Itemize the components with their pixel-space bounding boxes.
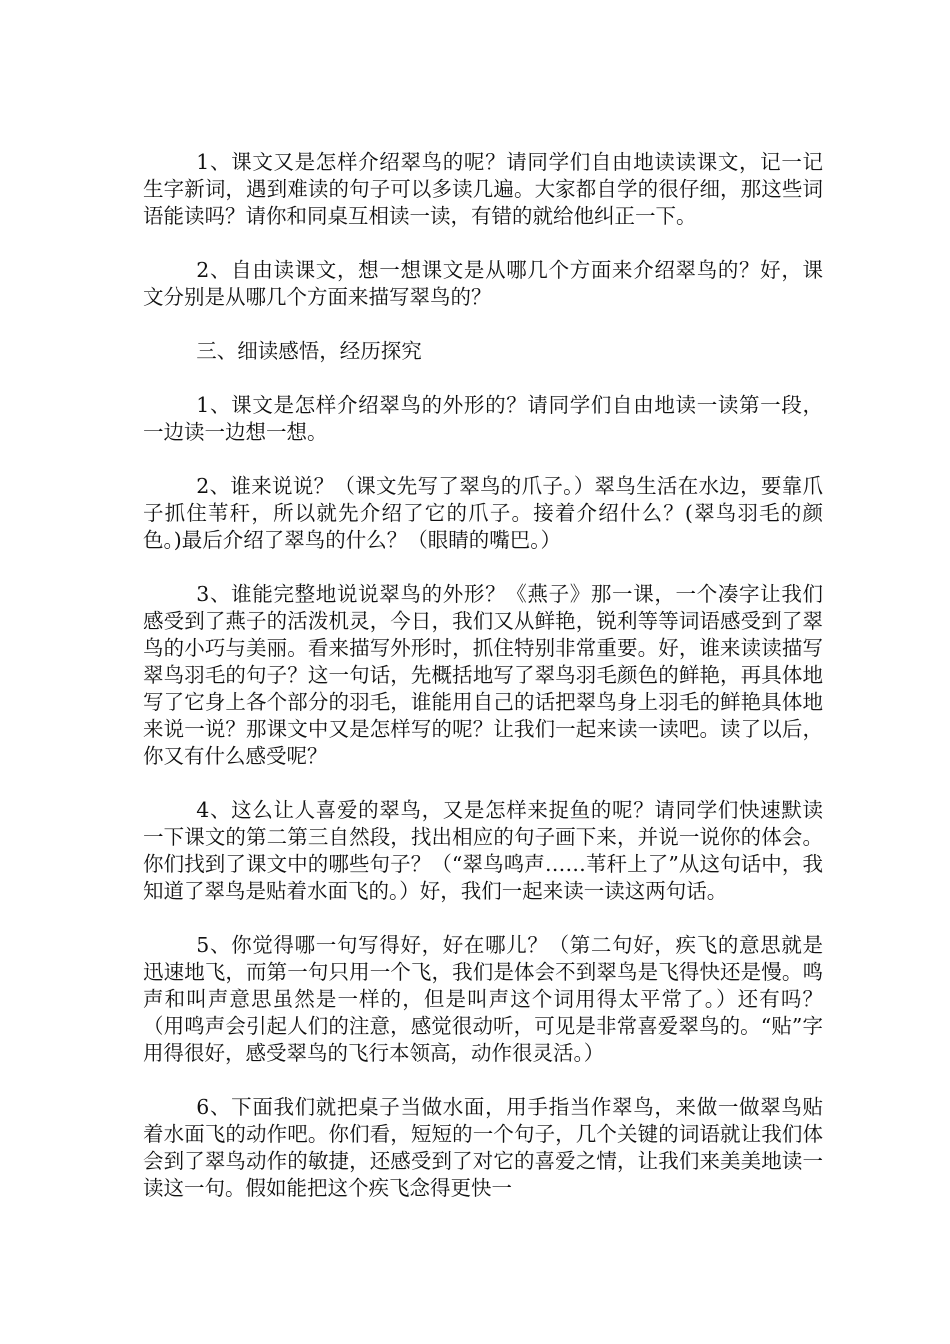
paragraph: 3、谁能完整地说说翠鸟的外形？《燕子》那一课，一个凑字让我们感受到了燕子的活泼机灵，今日，我们又从鲜艳，锐利等等词语感受到了翠鸟的小巧与美丽。看来描写外形时，抓住特别非常重要。好，谁来读读描写翠鸟羽毛的句子？这一句话，先概括地写了翠鸟羽毛颜色的鲜艳，再具体地写了它身上各个部分的羽毛，谁能用自己的话把翠鸟身上羽毛的鲜艳具体地来说一说？那课文中又是怎样写的呢？让我们一起来读一读吧。读了以后，你又有什么感受呢？: [143, 582, 823, 768]
paragraph: 5、你觉得哪一句写得好，好在哪儿？（第二句好，疾飞的意思就是迅速地飞，而第一句只用一个飞，我们是体会不到翠鸟是飞得快还是慢。鸣声和叫声意思虽然是一样的，但是叫声这个词用得太平常了。）还有吗？（用鸣声会引起人们的注意，感觉很动听，可见是非常喜爱翠鸟的。“贴”字用得很好，感受翠鸟的飞行本领高，动作很灵活。）: [143, 933, 823, 1065]
paragraph: 4、这么让人喜爱的翠鸟，又是怎样来捉鱼的呢？请同学们快速默读一下课文的第二第三自然段，找出相应的句子画下来，并说一说你的体会。你们找到了课文中的哪些句子？（“翠鸟鸣声……苇秆上了”从这句话中，我知道了翠鸟是贴着水面飞的。）好，我们一起来读一读这两句话。: [143, 798, 823, 903]
paragraph: 6、下面我们就把桌子当做水面，用手指当作翠鸟，来做一做翠鸟贴着水面飞的动作吧。你们看，短短的一个句子，几个关键的词语就让我们体会到了翠鸟动作的敏捷，还感受到了对它的喜爱之情，让我们来美美地读一读这一句。假如能把这个疾飞念得更快一: [143, 1095, 823, 1200]
paragraph: 2、自由读课文，想一想课文是从哪几个方面来介绍翠鸟的？好，课文分别是从哪几个方面来描写翠鸟的？: [143, 258, 823, 309]
paragraph: 1、课文又是怎样介绍翠鸟的呢？请同学们自由地读读课文，记一记生字新词，遇到难读的句子可以多读几遍。大家都自学的很仔细，那这些词语能读吗？请你和同桌互相读一读，有错的就给他纠正一下。: [143, 150, 823, 228]
paragraph: 2、谁来说说？（课文先写了翠鸟的爪子。）翠鸟生活在水边，要靠爪子抓住苇秆，所以就先介绍了它的爪子。接着介绍什么？(翠鸟羽毛的颜色。)最后介绍了翠鸟的什么？（眼睛的嘴巴。）: [143, 474, 823, 552]
document-body: [143, 149, 823, 1202]
section-heading: 三、细读感悟，经历探究: [196, 339, 422, 363]
paragraph: 1、课文是怎样介绍翠鸟的外形的？请同学们自由地读一读第一段，一边读一边想一想。: [143, 393, 823, 444]
